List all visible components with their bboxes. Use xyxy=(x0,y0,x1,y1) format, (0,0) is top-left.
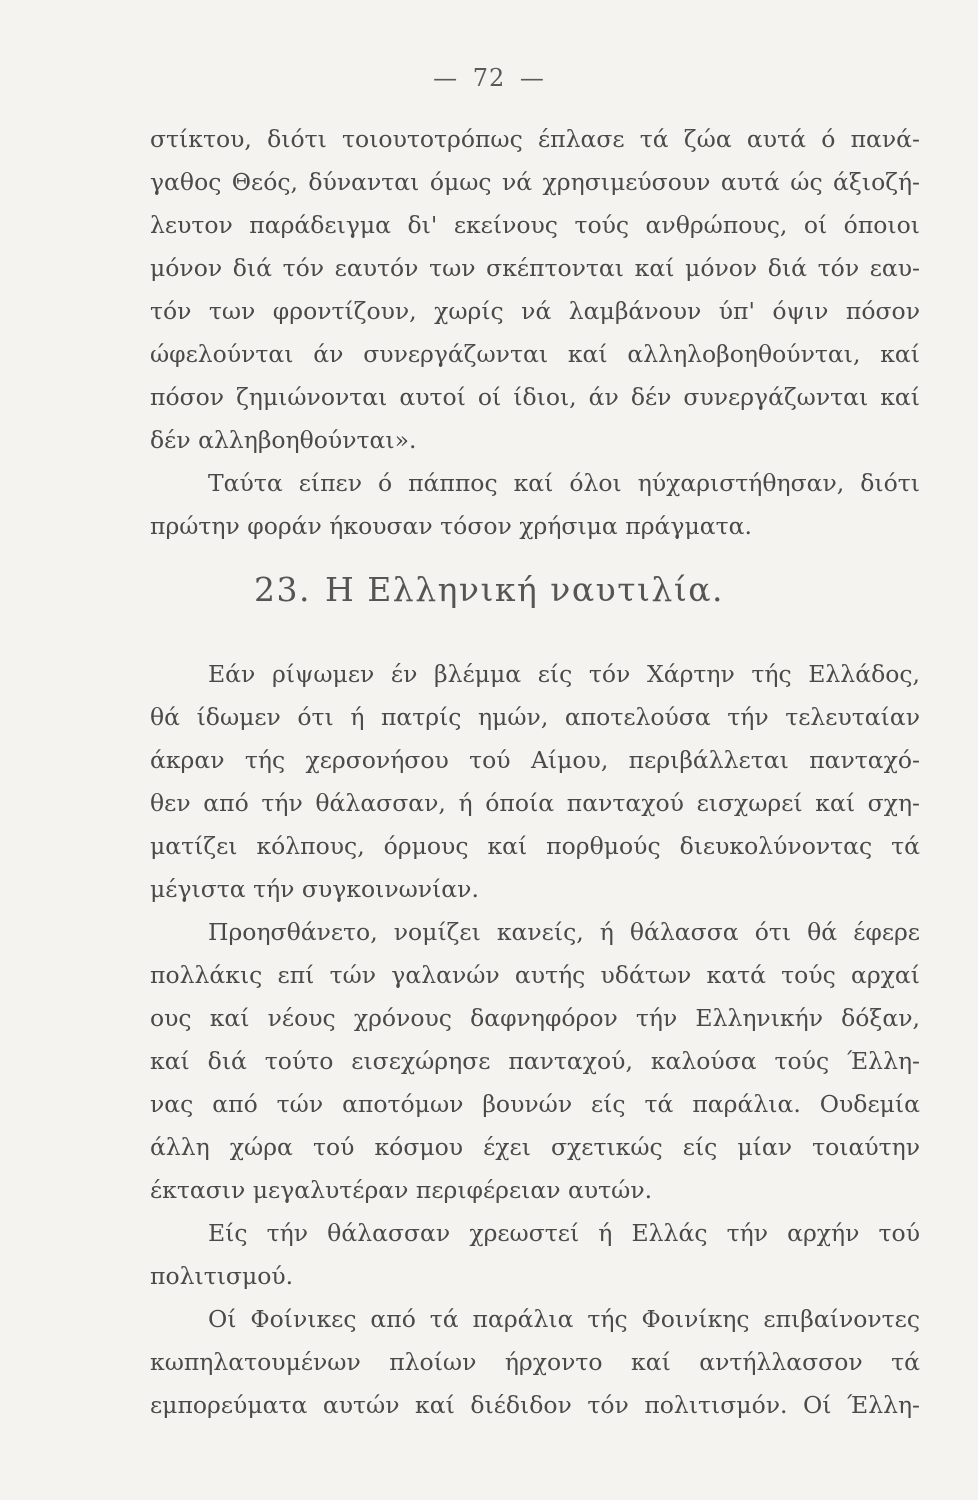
text-line: πολλάκις επί τών γαλανών αυτής υδάτων κατά τούς αρχαί xyxy=(150,961,920,989)
text-line: ώφελούνται άν συνεργάζωνται καί αλληλοβοηθούνται, καί xyxy=(150,340,920,368)
text-line: γαθος Θεός, δύνανται όμως νά χρησιμεύσουν αυτά ώς άξιοζή- xyxy=(150,168,920,196)
text-line: θά ίδωμεν ότι ή πατρίς ημών, αποτελούσα τήν τελευταίαν xyxy=(150,703,920,731)
text-line: Είς τήν θάλασσαν χρεωστεί ή Ελλάς τήν αρχήν τού xyxy=(208,1219,920,1247)
page-number xyxy=(0,64,978,92)
section-heading xyxy=(0,570,978,609)
text-line: δέν αλληβοηθούνται». xyxy=(150,426,417,454)
text-line: άκραν τής χερσονήσου τού Αίμου, περιβάλλεται πανταχό- xyxy=(150,746,920,774)
text-line: πολιτισμού. xyxy=(150,1262,294,1290)
text-line: κωπηλατουμένων πλοίων ήρχοντο καί αντήλλασσον τά xyxy=(150,1348,920,1376)
paragraph-block-body xyxy=(150,653,920,1427)
text-line: τόν των φροντίζουν, χωρίς νά λαμβάνουν ύπ' όψιν πόσον xyxy=(150,297,920,325)
text-line: νας από τών αποτόμων βουνών είς τά παράλια. Ουδεμία xyxy=(150,1090,920,1118)
text-line: Οί Φοίνικες από τά παράλια τής Φοινίκης επιβαίνοντες xyxy=(208,1305,920,1333)
text-line: μόνον διά τόν εαυτόν των σκέπτονται καί μόνον διά τόν εαυ- xyxy=(150,254,920,282)
text-line: ους καί νέους χρόνους δαφνηφόρον τήν Ελληνικήν δόξαν, xyxy=(150,1004,920,1032)
section-title: Η Ελληνική ναυτιλία. xyxy=(324,570,725,609)
page-number-dash-left: — xyxy=(433,64,459,92)
text-line: Ταύτα είπεν ό πάππος καί όλοι ηύχαριστήθησαν, διότι xyxy=(208,469,920,497)
paragraph-block-top xyxy=(150,118,920,548)
text-line: πρώτην φοράν ήκουσαν τόσον χρήσιμα πράγματα. xyxy=(150,512,752,540)
text-line: στίκτου, διότι τοιουτοτρόπως έπλασε τά ζώα αυτά ό πανά- xyxy=(150,125,920,153)
text-line: καί διά τούτο εισεχώρησε πανταχού, καλούσα τούς Έλλη- xyxy=(150,1047,920,1075)
text-line: εμπορεύματα αυτών καί διέδιδον τόν πολιτισμόν. Οί Έλλη- xyxy=(150,1391,920,1419)
text-line: Προησθάνετο, νομίζει κανείς, ή θάλασσα ότι θά έφερε xyxy=(208,918,920,946)
text-line: έκτασιν μεγαλυτέραν περιφέρειαν αυτών. xyxy=(150,1176,653,1204)
page-number-value: 72 xyxy=(472,64,506,92)
page-number-dash-right: — xyxy=(519,64,545,92)
text-line: λευτον παράδειγμα δι' εκείνους τούς ανθρώπους, οί όποιοι xyxy=(150,211,920,239)
section-number: 23. xyxy=(253,570,311,609)
text-line: Εάν ρίψωμεν έν βλέμμα είς τόν Χάρτην τής Ελλάδος, xyxy=(208,660,920,688)
text-line: ματίζει κόλπους, όρμους καί πορθμούς διευκολύνοντας τά xyxy=(150,832,920,860)
text-line: θεν από τήν θάλασσαν, ή όποία πανταχού εισχωρεί καί σχη- xyxy=(150,789,920,817)
text-line: μέγιστα τήν συγκοινωνίαν. xyxy=(150,875,479,903)
text-line: πόσον ζημιώνονται αυτοί οί ίδιοι, άν δέν συνεργάζωνται καί xyxy=(150,383,920,411)
text-line: άλλη χώρα τού κόσμου έχει σχετικώς είς μίαν τοιαύτην xyxy=(150,1133,920,1161)
